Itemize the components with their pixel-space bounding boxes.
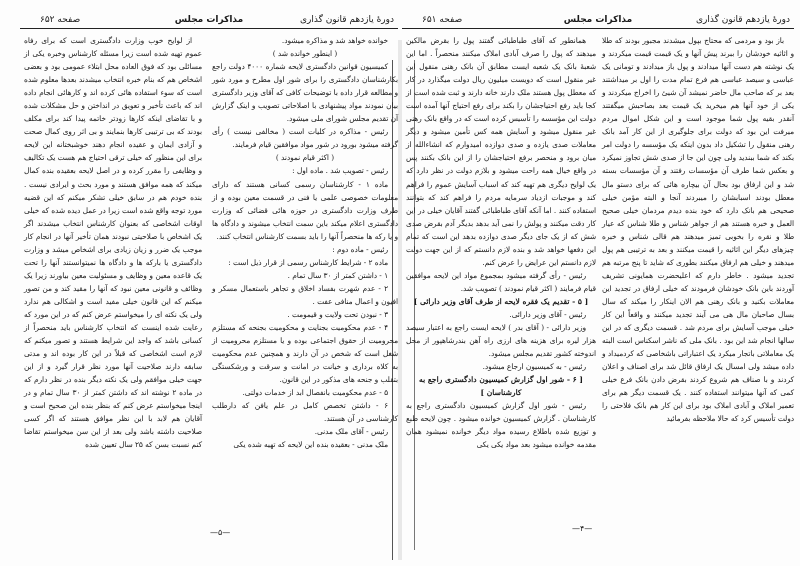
paragraph: رئیس - به کمیسیون ارجاع میشود.: [482, 362, 586, 372]
page-number: صفحه ۶۵۲: [40, 15, 81, 25]
paragraph: رئیس - آقای ملک مدنی.: [314, 427, 388, 437]
paragraph: رئیس - شور اول گزارش کمیسیون دادگستری راجع به کارشناسان . گزارش کمیسیون خوانده میشود . چون لایحه طبع و توزیع شده باطلاع رسیده مواد دیگر خوانده نمیشود همان مقدمه خوانده میشود بعد مواد یکی یکی: [406, 401, 596, 450]
paragraph: ۴ - عدم محکومیت بجنایت و محکومیت بجنحه که مستلزم محرومیت از حقوق اجتماعی بوده و یا مستلزم محرومیت از شغل است که شخص در آن دارند و همچنین عدم محکومیت به کلاه برداری و خیانت در امانت و سرقت و ورشکستگی بتقلب و جنحه های مذکور در این قانون.: [212, 323, 398, 385]
text-column-left: [24, 34, 202, 452]
paragraph: ماده ۱ - کارشناسان رسمی کسانی هستند که دارای معلومات خصوصی علمی یا فنی در قسمت معین بوده و از طرف وزارت دادگستری در حوزه هائی قضائی که وزارت دادگستری اعلام میکند باین سمت انتخاب میشوند و دادگاه ها و یا رکه ها منحصراً آنها را باید بسمت کارشناس انتخاب کنند.: [212, 179, 398, 241]
paragraph: رئیس - تصویب شد . ماده اول :: [292, 166, 388, 176]
paragraph: ملک مدنی - بعقیده بنده این لایحه که تهیه شده یکی: [233, 440, 388, 450]
running-head-title: دورهٔ یازدهم قانون گذاری: [695, 15, 790, 25]
text-column-left: [406, 34, 596, 452]
paragraph: رئیس - رأی گرفته میشود بمجموع مواد این لایحه موافقین قیام فرمایند ( اکثر قیام نمودند ) تصویب شد.: [406, 270, 596, 293]
paragraph: ماده ۲ - شرایط کارشناس رسمی از قرار ذیل است :: [228, 257, 388, 267]
running-head: [402, 14, 794, 29]
paragraph: ( اینطور خوانده شد ): [272, 49, 338, 59]
text-column-right: [212, 34, 398, 452]
paragraph: رئیس - آقای وزیر دارائی.: [509, 309, 586, 319]
paragraph: ۲ - عدم شهرت بفساد اخلاق و تجاهر باستعمال مسکر و افیون و اعمال منافی عفت .: [212, 283, 398, 306]
text-column-right: [602, 34, 794, 425]
paragraph: همانطور که آقای طباطبائی گفتند پول را بقرض مالکین میدهند که پول را صرف آبادی املاک میکنند منحصراً . اما این شعبهٔ بانک یک شعبه ایست مطابق آن بانک رهنی منقول این غیر منقول است که دویست میلیون ریال دولت میگذارد در کار که معطل پول هستند ملک دارند خانه دارند و ثبت شده است از کجا باید رفع احتیاجشان را بکند برای رفع احتیاج آنها آمده است دولت این مؤسسه را تأسیس کرده است که در واقع بانک رهنی غیر منقول میشود و آسایش همه کس تأمین میشود و دیگر معاملات صدی یازده و صدی دوازده امیدوارم که انشاءالله از میان برود و منحصر برفع احتیاجشان را از این بانک بکنند پس در واقع خیال همه راحت میشود و بلازم دولت در نظر دارد که یک لوایح دیگری هم تهیه کند که اسباب آسایش عموم را فراهم کند و موجبات ازدیاد سرمایه مردم را فراهم کند که بتوانند استفاده کنند . اما آنکه آقای طباطبائی گفتند آقایان خیلی در این کار دقت میکنند و پولش را نمی آید بدهد بدیگر آدم بقرض صدی شش که از یک جای دیگر صدی دوازده بدهد این است که تمام این دفعها خواهد شد و بنده لازم دانستم که از این جهت دولت لازم دانستم این عرایض را عرض کنم.: [406, 36, 596, 267]
paragraph: کمیسیون قوانین دادگستری لایحه شماره ۴۰۰۰ دولت راجع بکارشناسان دادگستری را برای شور اول مطرح و مورد شور و مطالعه قرار داده با توضیحات کافی که آقای وزیر دادگستری بیان نمودند مواد پیشنهادی با اصلاحاتی تصویب و اینک گزارش آن تقدیم مجلس شورای ملی میشود.: [212, 62, 398, 124]
section-heading: [ ۵ - تقدیم یک فقره لایحه از طرف آقای وزیر دارائی ]: [413, 296, 589, 306]
paragraph: ۵ - عدم محکومیت بانفصال ابد از خدمات دولتی.: [242, 388, 388, 398]
running-head-center: مذاکرات مجلس: [563, 15, 633, 25]
running-head: [20, 14, 398, 29]
page-number: صفحه ۶۵۱: [422, 15, 463, 25]
running-head-title: دورهٔ یازدهم قانون گذاری: [299, 15, 394, 25]
folio: —۴—: [572, 524, 593, 533]
folio: —۵—: [210, 528, 231, 537]
paragraph: خوانده خواهد شد و مذاکره میشود.: [281, 36, 388, 45]
paragraph: رئیس - ماده دوم :: [332, 244, 388, 254]
paragraph: ( اکثر قیام نمودند ): [275, 153, 335, 163]
right-page: [402, 0, 794, 566]
paragraph: از لوایح خوب وزارت دادگستری است که برای رفاه عموم تهیه شده است زیرا مسئله کارشناس وخبره یکی از مسائلی بود که فوق العاده محل ابتلاء عمومی بود و بعضی اشخاص هم که بنام خبره انتخاب میشدند بعدها معلوم شده است که سوء استفاده هائی کرده اند و کارهائی انجام داده اند که باعث تأخیر و تعویق در انداختن و حل مشکلات شده و با تقاضای اینکه کارها زودتر خاتمه پیدا کند برای مکلف بودند که بی ترتیبی کارها بنمایند و بی اثر روی کمال صحت و آزادی ایمان و عقیده انجام دهند خوشبختانه این لایحه برای این منظور که خیلی ترقی احتیاج هم هست یک تکالیف و وظایفی را مقرر کرده و در اصل لایحه بعقیده بنده کمال میکند که همه موافق هستند و مورد بحث و ایرادی نیست . بنده خودم هم در سابق خیلی تشکر میکنم که این قضیه مورد توجه واقع شده است زیرا در عمل دیده شده که خیلی اوقات اشخاصی که بعنوان کارشناس انتخاب میشدند اگر یک اشخاص با صلاحیتی نبودند همان تأخیر آنها در انجام کار موجب یک ضرر و زیان زیادی برای اشخاص میشد و وزارت دادگستری یا بارکه ها و دادگاه ها نمیتوانستند آنها را تحت یک قاعده معین و وظایف و مسئولیت معین بیاورند زیرا یک وظائف و قانونی معین نبود که آنها را مقید کند و من تصور میکنم که این قانون خیلی مفید است و اشکالی هم ندارد ولی یک نکته ای را میخواستم عرض کنم که در این مورد که رعایت شده اینست که انتخاب کارشناس باید منحصراً از کسانی باشد که واجد این شرایط هستند و تصور میکنم که لازم است اشخاصی که قبلاً در این کار بوده اند و مدتی سابقه دارند صلاحیت آنها مورد نظر قرار گیرد و از این جهت خیلی موافقم ولی یک نکته دیگر بنده در نظر دارم که در ماده ۲ نوشته اند که داشتن کمتر از ۳۰ سال تمام و در اینجا میخواستم عرض کنم که بنظر بنده این صحیح است و آقایان هم لابد با این نظر موافق هستند که اگر کسی صلاحیت داشته باشد ولی بعد از این سن میخواستم تقاضا کنم نسبت بسن که ۲۵ سال تعیین شده: [24, 36, 202, 450]
section-heading: [ ۶ - شور اول گزارش کمیسیون دادگستری راجع به کارشناسان ]: [419, 375, 583, 398]
paragraph: ۳ - نبودن تحت ولایت و قیمومت .: [287, 309, 388, 319]
running-head-center: مذاکرات مجلس: [174, 15, 244, 25]
paragraph: ۱ - داشتن کمتر از ۳۰ سال تمام .: [287, 270, 388, 280]
paragraph: باز بود و مردمی که محتاج بپول میشدند مجبور بودند که طلا و اثاثیه خودشان را ببرند پیش آنها و یک قیمت قیمت میکردند و یک نوشته هم دست آنها میدادند و پول باز میدادند و تومانی یک عباسی و سیصد عباسی هم فرع تمام مدت را اول بر میداشتند بعد بر که صاحب مال حاضر نمیشد آن شیئ را اخراج میکردند و یکی از خود آنها هم میخرید یک قیمت بعد بصاحبش میگفتند آنقدر بقیه پول شما موجود است و این شکل اموال مردم میرفت این بود که دولت برای جلوگیری از این کار آمد بانک رهنی منقول را تشکیل داد بدون اینکه یک مؤسسه را دولت امر بکند که شما ببندید ولی چون این جا از صدی شش تجاوز نمیکرد و بعکس شما طرف آن مؤسسات رفتند و آن مؤسسات بسته شد و این ارفاق بود بحال آن بیچاره هائی که برای دستو مال معطل بودند اسبابشان را میبردند آنجا و البته مؤمن خیلی صحیحی هم بانک دارد که خود بنده دیدم مردمان خیلی صحیح العمل و خبره هستند هم از جواهر شناس و طلا شناس که عیار طلا و نقره را بخوبی تمیز میدهند هم قالی شناس و خبره چیزهای دیگر این اثاثیه را قیمت میکنند و بعد به ترتیبی هم پول میدهند و خیلی هم ارفاق میکنند بطوری که شاید تا پنج مرتبه هم تجدید میشود . خاطر دارم که اعلیحضرت همایونی تشریف آوردند باین بانک خودشان فرمودند که خیلی ارفاق در تجدید این معاملات بکنید و بانک رهنی هم الان اینکار را میکند که سال بسال صاحبان مال هی می آیند تجدید میکنند و واقعاً این کار خیلی موجب آسایش برای مردم شد . قسمت دیگری که در این سالها انجام شد این بود . بانک ملی که ناشر اسکناس است البته یک معاملاتی باتجار میکرد یک اعتباراتی باشخاصی که کردمیداد و داده میشد ولی امسال یک ارفاق قائل شد برای اصناف و اعلان کردند و با صناف هم شروع کردند بقرض دادن بانک فرع خیلی کمی که آنها میتوانند استفاده کنند . یک قسمت دیگر هم برای تعمیر املاک و آبادی املاک بود برای این کار هم بانک فلاحتی را دولت تأسیس کرد که حالا ملاحظه بفرمائید: [602, 36, 794, 424]
paragraph: رئیس - مذاکره در کلیات است ( مخالفی نیست ) رأی گرفته میشود بورود در شور مواد موافقین قیام فرمایند.: [212, 127, 398, 150]
paragraph: وزیر دارائی - ( آقای بدر ) لایحه ایست راجع به اعتبار سیصد هزار لیره برای هزینه های ارزی راه آهن بندرشاهپور از محل اندوخته کشور تقدیم مجلس میشود.: [406, 323, 596, 359]
left-page: [20, 0, 398, 566]
paragraph: ۶ - داشتن تخصص کامل در علم یافن که دارطلب کارشناسی در آن هستند.: [212, 401, 398, 424]
